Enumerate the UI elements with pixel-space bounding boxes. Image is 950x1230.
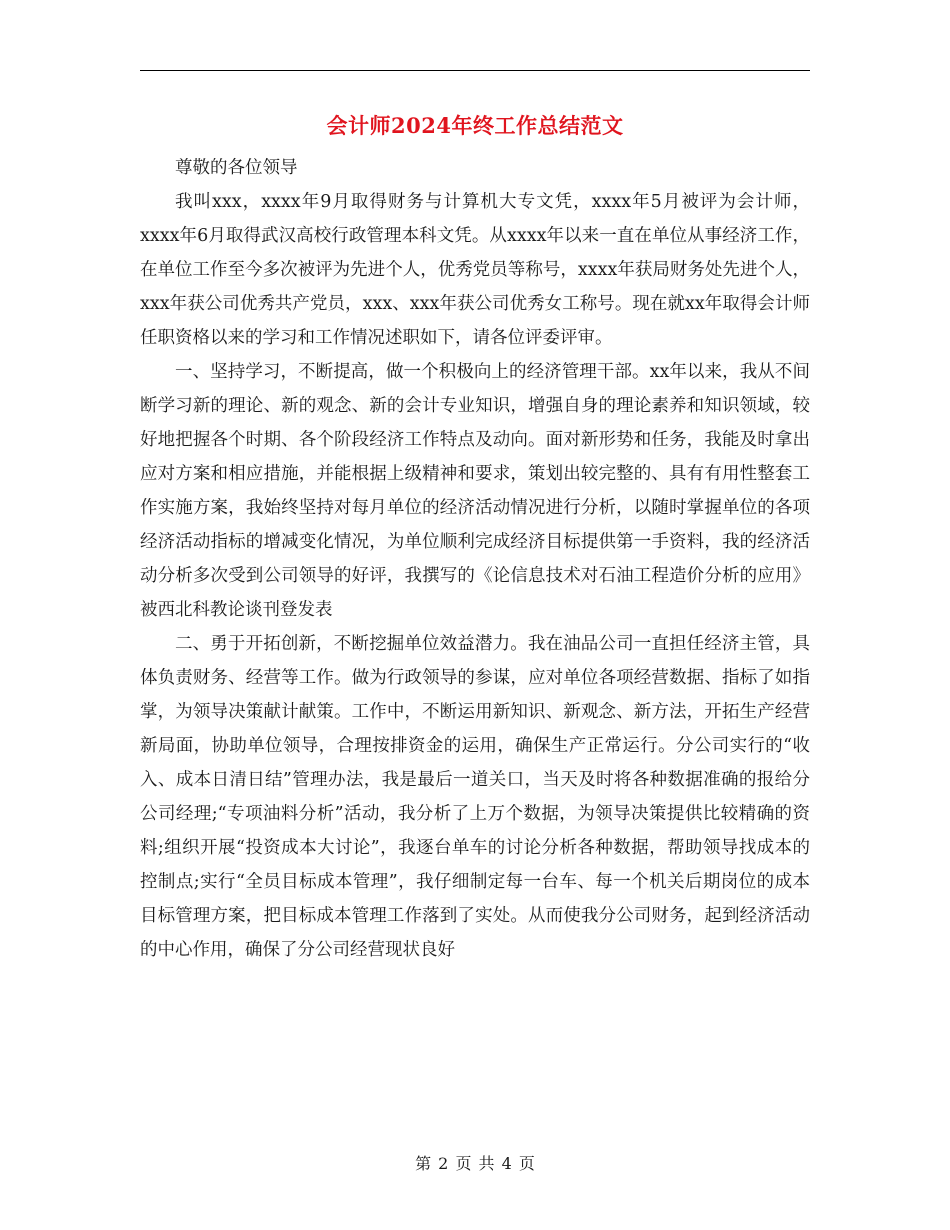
document-title: 会计师2024年终工作总结范文 — [326, 113, 624, 138]
page-number: 第 2 页 共 4 页 — [415, 1154, 535, 1173]
introduction-paragraph: 我叫xxx，xxxx年9月取得财务与计算机大专文凭，xxxx年5月被评为会计师，xxxx年6月取得武汉高校行政管理本科文凭。从xxxx年以来一直在单位从事经济工作，在单位工作至今多次被评为先进个人，优秀党员等称号，xxxx年获局财务处先进个人，xxx年获公司优秀共产党员，xxx、xxx年获公司优秀女工称号。现在就xx年取得会计师任职资格以来的学习和工作情况述职如下，请各位评委评审。 — [140, 192, 810, 348]
section-one-paragraph: 一、坚持学习，不断提高，做一个积极向上的经济管理干部。xx年以来，我从不间断学习新的理论、新的观念、新的会计专业知识，增强自身的理论素养和知识领域，较好地把握各个时期、各个阶段经济工作特点及动向。面对新形势和任务，我能及时拿出应对方案和相应措施，并能根据上级精神和要求，策划出较完整的、具有有用性整套工作实施方案，我始终坚持对每月单位的经济活动情况进行分析，以随时掌握单位的各项经济活动指标的增减变化情况，为单位顺利完成经济目标提供第一手资料，我的经济活动分析多次受到公司领导的好评，我撰写的《论信息技术对石油工程造价分析的应用》被西北科教论谈刊登发表 — [140, 362, 810, 620]
section-two-paragraph: 二、勇于开拓创新，不断挖掘单位效益潜力。我在油品公司一直担任经济主管，具体负责财务、经营等工作。做为行政领导的参谋，应对单位各项经营数据、指标了如指掌，为领导决策献计献策。工作中，不断运用新知识、新观念、新方法，开拓生产经营新局面，协助单位领导，合理按排资金的运用，确保生产正常运行。分公司实行的“收入、成本日清日结”管理办法，我是最后一道关口，当天及时将各种数据准确的报给分公司经理;“专项油料分析”活动，我分析了上万个数据，为领导决策提供比较精确的资料;组织开展“投资成本大讨论”，我逐台单车的讨论分析各种数据，帮助领导找成本的控制点;实行“全员目标成本管理”，我仔细制定每一台车、每一个机关后期岗位的成本目标管理方案，把目标成本管理工作落到了实处。从而使我分公司财务，起到经济活动的中心作用，确保了分公司经营现状良好 — [140, 634, 810, 960]
document-body — [140, 151, 810, 967]
salutation-paragraph: 尊敬的各位领导 — [175, 158, 298, 178]
header-rule — [140, 70, 810, 71]
